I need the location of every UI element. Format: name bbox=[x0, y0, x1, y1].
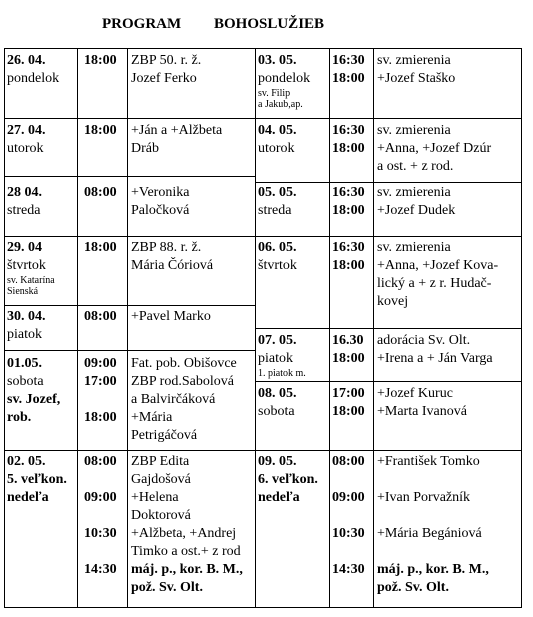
date-cell: 09. 05. 6. veľkon. nedeľa bbox=[258, 454, 318, 505]
time-cell: 17:00 18:00 bbox=[332, 386, 365, 419]
intention-cell: sv. zmierenia +Anna, +Jozef Dzúr a ost. + z rod. bbox=[377, 123, 492, 174]
time-cell: 16:30 18:00 bbox=[332, 185, 365, 218]
intention-cell: adorácia Sv. Olt. +Irena a + Ján Varga bbox=[377, 333, 493, 366]
intention-cell: ZBP Edita Gajdošová +Helena Doktorová +Alžbeta, +Andrej Timko a ost.+ z rod máj. p., kor. B. M., pož. Sv. Olt. bbox=[131, 454, 243, 595]
time-cell: 16:30 18:00 bbox=[332, 240, 365, 273]
time-cell: 08:00 bbox=[84, 185, 117, 200]
date-cell: 27. 04. utorok bbox=[7, 123, 46, 156]
date-cell: 03. 05. pondelok sv. Filip a Jakub,ap. bbox=[258, 53, 311, 110]
intention-cell: ZBP 50. r. ž. Jozef Ferko bbox=[131, 53, 202, 86]
date-cell: 02. 05. 5. veľkon. nedeľa bbox=[7, 454, 67, 505]
date-cell: 06. 05. štvrtok bbox=[258, 240, 297, 273]
time-cell: 08:00 bbox=[84, 309, 117, 324]
intention-cell: sv. zmierenia +Anna, +Jozef Kova- lický a + z r. Hudač- kovej bbox=[377, 240, 499, 309]
date-cell: 07. 05. piatok 1. piatok m. bbox=[258, 333, 306, 379]
time-cell: 18:00 bbox=[84, 53, 117, 68]
date-cell: 04. 05. utorok bbox=[258, 123, 297, 156]
intention-cell: +Veronika Paločková bbox=[131, 185, 190, 218]
intention-cell: +Jozef Kuruc +Marta Ivanová bbox=[377, 386, 467, 419]
intention-cell: Fat. pob. Obišovce ZBP rod.Sabolová a Balvirčáková +Mária Petrigáčová bbox=[131, 356, 237, 443]
time-cell: 16.30 18:00 bbox=[332, 333, 365, 366]
time-cell: 08:00 09:00 10:30 14:30 bbox=[84, 454, 117, 577]
time-cell: 08:00 09:00 10:30 14:30 bbox=[332, 454, 365, 577]
title-program: PROGRAM bbox=[102, 16, 182, 32]
intention-cell: sv. zmierenia +Jozef Staško bbox=[377, 53, 456, 86]
time-cell: 16:30 18:00 bbox=[332, 123, 365, 156]
schedule-table bbox=[4, 48, 522, 608]
intention-cell: ZBP 88. r. ž. Mária Čóriová bbox=[131, 240, 214, 273]
time-cell: 18:00 bbox=[84, 240, 117, 255]
intention-cell: +Ján a +Alžbeta Dráb bbox=[131, 123, 223, 156]
date-cell: 01.05. sobota sv. Jozef, rob. bbox=[7, 356, 61, 425]
date-cell: 30. 04. piatok bbox=[7, 309, 46, 342]
intention-cell: +František Tomko +Ivan Porvažník +Mária Begániová máj. p., kor. B. M., pož. Sv. Olt. bbox=[377, 454, 489, 595]
title-sub: BOHOSLUŽIEB bbox=[214, 16, 325, 32]
intention-cell: +Pavel Marko bbox=[131, 309, 211, 324]
date-cell: 28 04. streda bbox=[7, 185, 42, 218]
date-cell: 26. 04. pondelok bbox=[7, 53, 60, 86]
time-cell: 16:30 18:00 bbox=[332, 53, 365, 86]
time-cell: 09:00 17:00 18:00 bbox=[84, 356, 117, 425]
time-cell: 18:00 bbox=[84, 123, 117, 138]
date-cell: 05. 05. streda bbox=[258, 185, 297, 218]
intention-cell: sv. zmierenia +Jozef Dudek bbox=[377, 185, 456, 218]
date-cell: 29. 04 štvrtok sv. Katarína Sienská bbox=[7, 240, 55, 297]
date-cell: 08. 05. sobota bbox=[258, 386, 297, 419]
